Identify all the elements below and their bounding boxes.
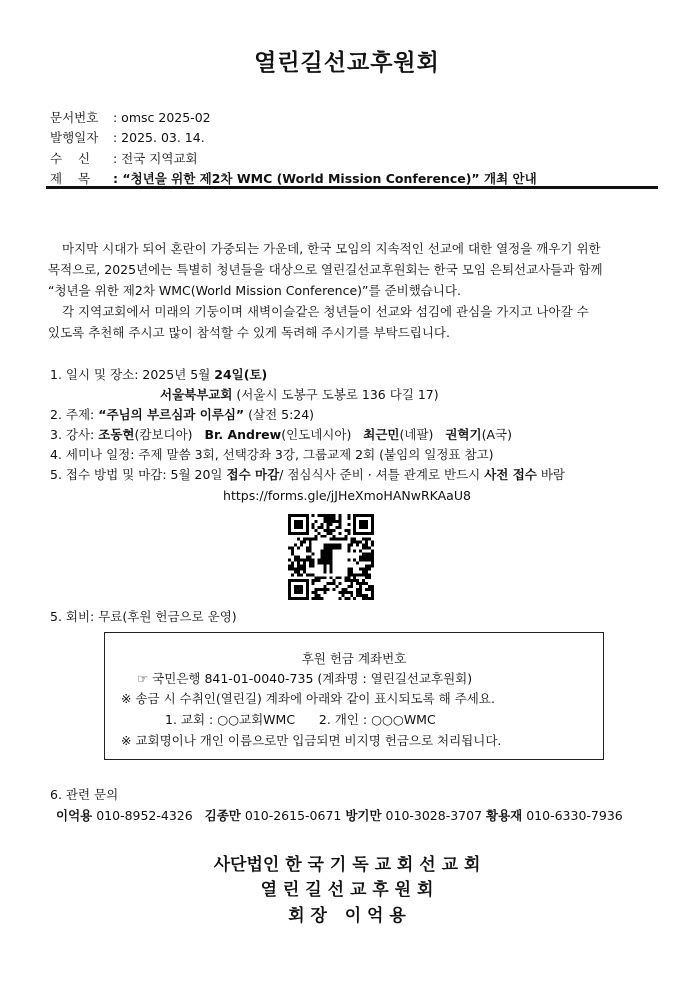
registration-text: 5. 접수 방법 및 마감: 5월 20일 (50, 467, 227, 482)
account-note-2: ※ 교회명이나 개인 이름으로만 입금되면 비지명 헌금으로 처리됩니다. (121, 733, 502, 748)
doc-number: : omsc 2025-02 (113, 110, 211, 125)
theme-label: 2. 주제: (50, 407, 99, 422)
issue-date: : 2025. 03. 14. (113, 130, 205, 145)
speaker-4: 권혁기 (445, 427, 482, 442)
subject: : “청년을 위한 제2차 WMC (World Mission Conference)” 개최 안내 (113, 171, 537, 186)
account-example: 1. 교회 : ○○교회WMC 2. 개인 : ○○○WMC (165, 712, 436, 727)
speaker-2: Br. Andrew (204, 427, 282, 442)
speaker-1: 조동현 (98, 427, 135, 442)
item-seminar: 4. 세미나 일정: 주제 말씀 3회, 선택강좌 3강, 그룹교제 2회 (붙임의 일정표 참고) (50, 447, 494, 462)
issue-date-label: 발행일자 (50, 130, 99, 145)
recipient: : 전국 지역교회 (113, 151, 198, 166)
account-note-1: ※ 송금 시 수취인(열린길) 계좌에 아래와 같이 표시되도록 해 주세요. (121, 691, 495, 706)
contact-1-phone: 010-8952-4326 (92, 808, 205, 823)
account-bank: ☞ 국민은행 841-01-0040-735 (계좌명 : 열린길선교후원회) (137, 671, 473, 686)
intro-paragraph (48, 238, 658, 343)
item-speakers (50, 427, 512, 443)
speaker-2-country: (인도네시아) (281, 427, 352, 442)
item-registration (50, 467, 565, 483)
contact-list (56, 808, 623, 824)
item-venue (160, 387, 439, 403)
speaker-3: 최근민 (363, 427, 400, 442)
theme-text: “주님의 부르심과 이루심” (98, 407, 245, 422)
contact-2-phone: 010-2615-0671 (240, 808, 346, 823)
header-divider (46, 186, 658, 189)
item-schedule (50, 367, 267, 383)
schedule-text: 1. 일시 및 장소: 2025년 5월 (50, 367, 215, 382)
venue-name: 서울북부교회 (160, 387, 233, 402)
qr-code-icon[interactable] (288, 514, 374, 600)
contact-2-name: 김종만 (204, 808, 241, 823)
schedule-date: 24일(토) (214, 367, 268, 382)
item-fee: 5. 회비: 무료(후원 헌금으로 운영) (50, 609, 237, 624)
intro-line-3: “청년을 위한 제2차 WMC(World Mission Conference)”를 준비했습니다. (48, 283, 461, 298)
account-info-box (104, 632, 604, 760)
speakers-label: 3. 강사: (50, 427, 99, 442)
contact-3-phone: 010-3028-3707 (381, 808, 487, 823)
contact-3-name: 방기만 (345, 808, 382, 823)
intro-line-1: 마지막 시대가 되어 혼란이 가중되는 가운데, 한국 모임의 지속적인 선교에 대한 열정을 깨우기 위한 (62, 241, 601, 256)
contact-1-name: 이억용 (56, 808, 93, 823)
contact-4-phone: 010-6330-7936 (522, 808, 623, 823)
intro-line-2: 목적으로, 2025년에는 특별히 청년들을 대상으로 열린길선교후원회는 한국 모임 은퇴선교사들과 함께 (48, 262, 603, 277)
recipient-row (50, 151, 198, 167)
signature-org: 사단법인 한 국 기 독 교 회 선 교 회 (213, 855, 481, 875)
speaker-3-country: (네팔) (399, 427, 434, 442)
speaker-4-country: (A국) (481, 427, 512, 442)
signature-committee: 열 린 길 선 교 후 원 회 (260, 880, 434, 900)
registration-pre: 사전 접수 (484, 467, 537, 482)
subject-row (50, 171, 537, 187)
doc-number-row (50, 110, 211, 126)
item-theme (50, 407, 314, 423)
issue-date-row (50, 130, 205, 146)
document-title: 열린길선교후원회 (254, 50, 440, 76)
venue-address: (서울시 도봉구 도봉로 136 다길 17) (232, 387, 439, 402)
signature-president: 회 장 이 억 용 (288, 906, 406, 926)
registration-suffix: 바람 (536, 467, 565, 482)
contact-4-name: 황용재 (486, 808, 523, 823)
registration-deadline: 접수 마감 (226, 467, 280, 482)
speaker-1-country: (캄보디아) (134, 427, 193, 442)
registration-url[interactable]: https://forms.gle/jJHeXmoHANwRKAaU8 (223, 488, 471, 503)
doc-number-label: 문서번호 (50, 110, 99, 125)
registration-note: / 점심식사 준비 · 셔틀 관계로 반드시 (279, 467, 485, 482)
contact-label: 6. 관련 문의 (50, 787, 119, 802)
subject-label: 제 목 (50, 171, 91, 186)
intro-line-5: 있도록 추천해 주시고 많이 참석할 수 있게 독려해 주시기를 부탁드립니다. (48, 325, 450, 340)
intro-line-4: 각 지역교회에서 미래의 기둥이며 새벽이슬같은 청년들이 선교와 섬김에 관심을 가지고 나아갈 수 (62, 304, 589, 319)
recipient-label: 수 신 (50, 151, 91, 166)
theme-reference: (살전 5:24) (244, 407, 315, 422)
account-title: 후원 헌금 계좌번호 (301, 651, 407, 666)
